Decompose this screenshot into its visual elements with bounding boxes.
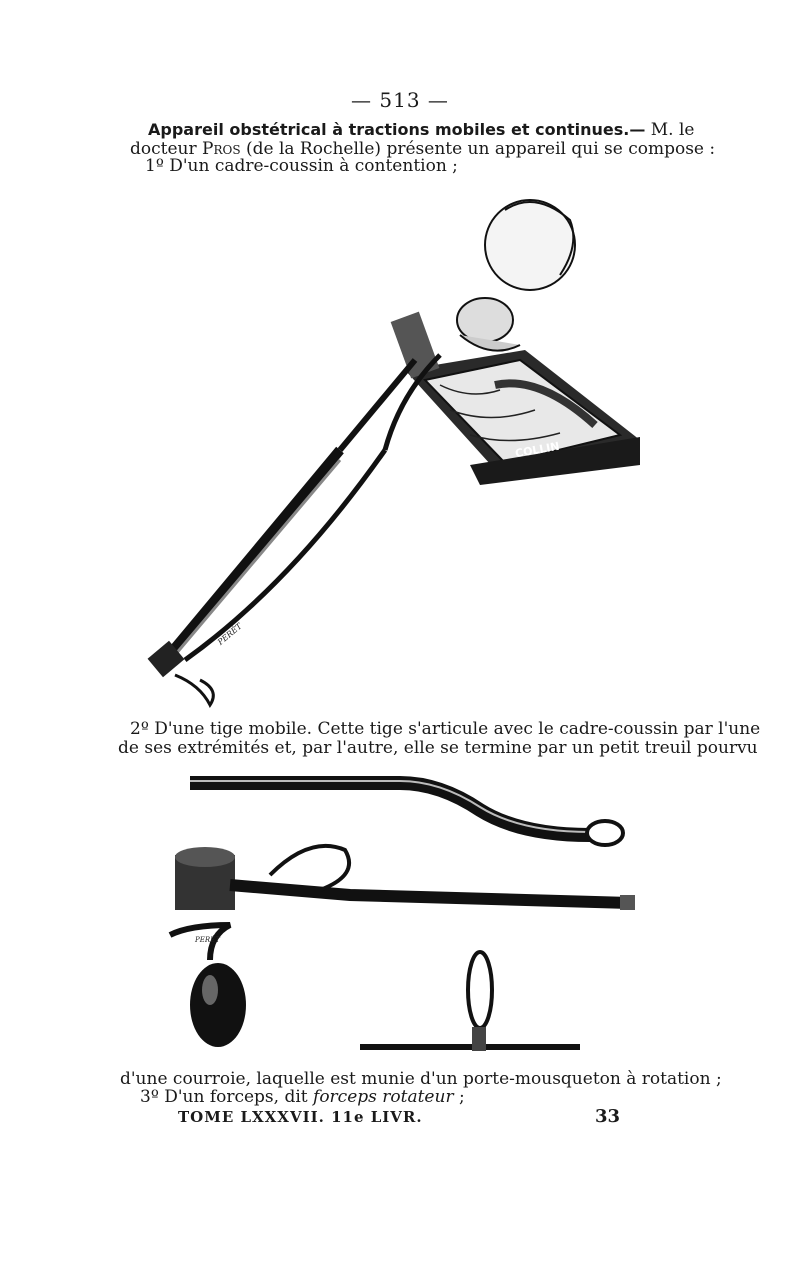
paragraph-1-line-2-a: docteur — [130, 139, 197, 159]
section-heading: Appareil obstétrical à tractions mobiles et continues.— — [148, 120, 646, 139]
swivel-snap-illustration — [360, 952, 580, 1051]
paragraph-3-line-2 — [140, 1088, 685, 1107]
paragraph-1-line-1 — [148, 120, 695, 140]
cushion-frame-illustration — [391, 200, 640, 485]
paragraph-1-line-1-tail: M. le — [650, 120, 695, 140]
figure-2-maker-label: COLLIN — [360, 905, 397, 915]
winch-illustration — [170, 846, 635, 1047]
paragraph-2-line-1: 2º D'une tige mobile. Cette tige s'articule avec le cadre-coussin par l'une — [130, 719, 761, 739]
figure-tige-treuil — [150, 765, 650, 1065]
figure-1-engraver-label: PERÉT — [216, 621, 244, 647]
page-number: — 513 — — [351, 88, 449, 112]
rod-illustration — [148, 355, 440, 705]
paragraph-1-line-2-b: (de la Rochelle) présente un appareil qui se compose : — [245, 139, 716, 159]
forceps-name: forceps rotateur — [313, 1087, 454, 1107]
paragraph-2-line-2: de ses extrémités et, par l'autre, elle se termine par un petit treuil pourvu — [118, 738, 758, 758]
figure-cadre-coussin — [140, 185, 660, 715]
footer-tome: TOME LXXXVII. 11e LIVR. — [178, 1108, 423, 1126]
author-name: Pros — [202, 139, 241, 159]
paragraph-3-line-2-b: ; — [458, 1087, 465, 1107]
paragraph-1-line-3: 1º D'un cadre-coussin à contention ; — [145, 156, 458, 176]
paragraph-3-line-1: d'une courroie, laquelle est munie d'un porte-mousqueton à rotation ; — [120, 1069, 722, 1089]
figure-2-engraver-label: PERÉT — [195, 936, 220, 944]
footer-signature: 33 — [594, 1106, 620, 1127]
paragraph-3-line-2-a: 3º D'un forceps, dit — [140, 1087, 308, 1107]
curved-rod-illustration — [190, 781, 623, 845]
figure-1-maker-label: COLLIN — [514, 439, 561, 461]
